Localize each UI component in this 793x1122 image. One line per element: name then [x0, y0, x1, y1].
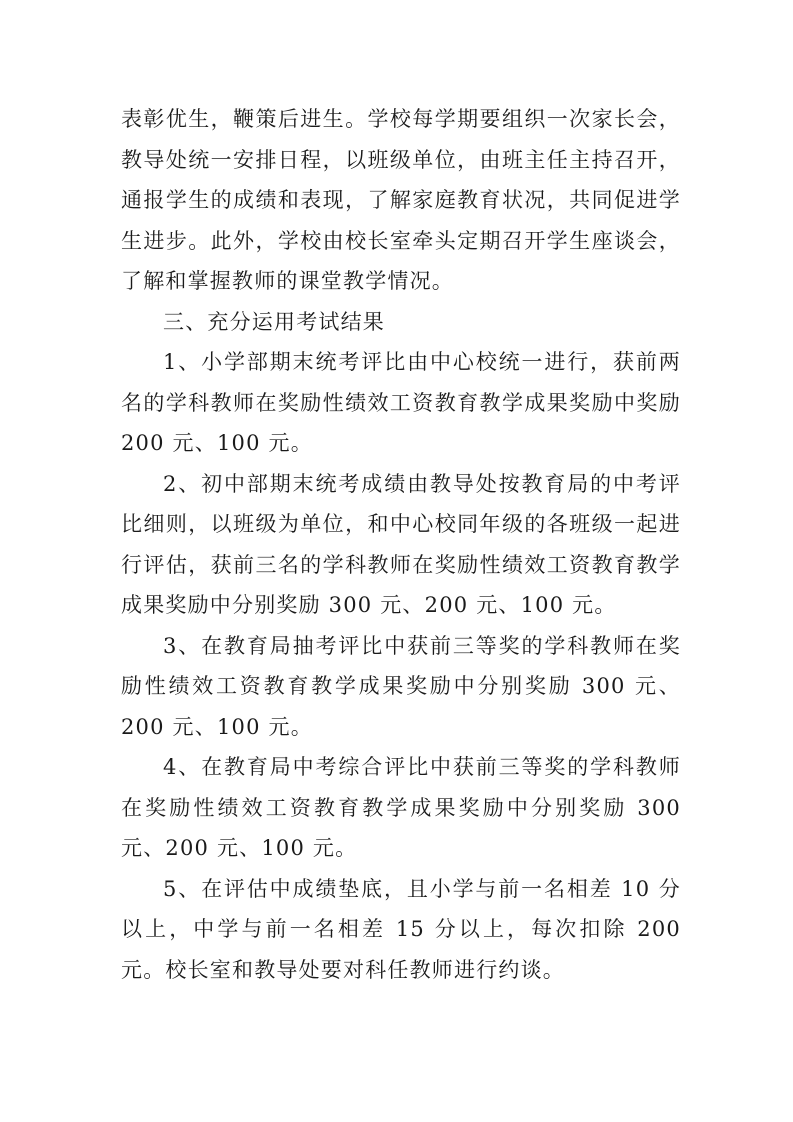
list-item-3: 3、在教育局抽考评比中获前三等奖的学科教师在奖励性绩效工资教育教学成果奖励中分别奖励 300 元、200 元、100 元。 — [121, 633, 681, 739]
section-heading: 三、充分运用考试结果 — [163, 309, 385, 334]
paragraph-continuation: 表彰优生，鞭策后进生。学校每学期要组织一次家长会，教导处统一安排日程，以班级单位，由班主任主持召开，通报学生的成绩和表现，了解家庭教育状况，共同促进学生进步。此外，学校由校长室牵头定期召开学生座谈会，了解和掌握教师的课堂教学情况。 — [121, 107, 681, 293]
list-item-5: 5、在评估中成绩垫底，且小学与前一名相差 10 分以上，中学与前一名相差 15 分以上，每次扣除 200 元。校长室和教导处要对科任教师进行约谈。 — [121, 876, 681, 982]
list-item-4: 4、在教育局中考综合评比中获前三等奖的学科教师在奖励性绩效工资教育教学成果奖励中分别奖励 300 元、200 元、100 元。 — [121, 755, 681, 860]
list-item-1: 1、小学部期末统考评比由中心校统一进行，获前两名的学科教师在奖励性绩效工资教育教学成果奖励中奖励 200 元、100 元。 — [121, 350, 681, 455]
document-body — [121, 99, 681, 990]
list-item-2: 2、初中部期末统考成绩由教导处按教育局的中考评比细则，以班级为单位，和中心校同年级的各班级一起进行评估，获前三名的学科教师在奖励性绩效工资教育教学成果奖励中分别奖励 300 元、200 元、100 元。 — [121, 471, 681, 617]
